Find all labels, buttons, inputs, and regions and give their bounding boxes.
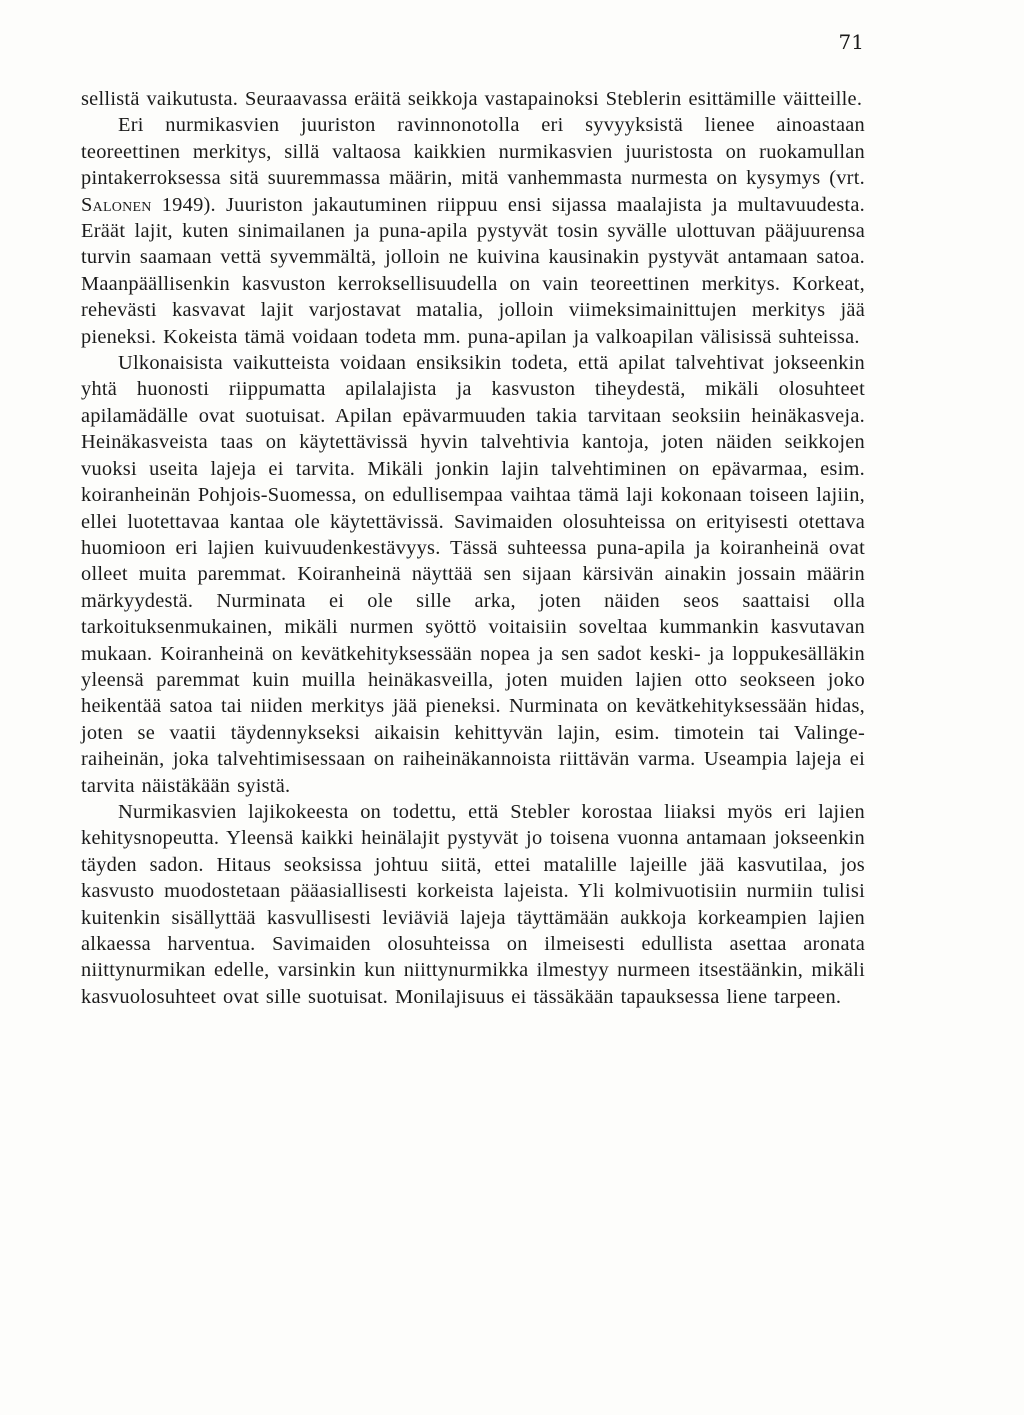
paragraph-text: 1949). Juuriston jakautuminen riippuu ensi sijassa maalajista ja multavuudesta. Eräät lajit, kuten sinimailanen ja puna-apila pystyvät tosin syvälle ulottuvan pääjuurensa turvin saamaan vettä syvemmältä, jolloin ne kuivina kausinakin pystyvät antamaan satoa. Maanpäällisenkin kasvuston kerroksellisuudella on vain teoreettinen merkitys. Korkeat, rehevästi kasvavat lajit varjostavat matalia, jolloin viimeksimainittujen merkitys jää pieneksi. Kokeista tämä voidaan todeta mm. puna-apilan ja valkoapilan välisissä suhteissa. bbox=[81, 193, 865, 348]
paragraph-continuation: sellistä vaikutusta. Seuraavassa eräitä seikkoja vastapainoksi Steblerin esittämille väitteille. bbox=[81, 88, 863, 110]
citation-author: Salonen bbox=[81, 193, 152, 216]
paragraph-root-distribution bbox=[81, 112, 865, 350]
body-text bbox=[81, 86, 865, 1010]
paragraph-species-trial: Nurmikasvien lajikokeesta on todettu, että Stebler korostaa liiaksi myös eri lajien kehitysnopeutta. Yleensä kaikki heinälajit pystyvät jo toisena vuonna antamaan jokseenkin täyden sadon. Hitaus seoksissa johtuu siitä, ettei matalille lajeille jää kasvutilaa, jos kasvusto muodostetaan pääasiallisesti korkeista lajeista. Yli kolmivuotisiin nurmiin tulisi kuitenkin sisällyttää kasvullisesti leviäviä lajeja täyttämään aukkoja korkeampien lajien alkaessa harventua. Savimaiden olosuhteissa on ilmeisesti edullista asettaa aronata niittynurmikan edelle, varsinkin kun niittynurmikka ilmestyy nurmeen itsestäänkin, mikäli kasvuolosuhteet ovat sille suotuisat. Monilajisuus ei tässäkään tapauksessa liene tarpeen. bbox=[81, 800, 865, 1008]
page-number: 71 bbox=[838, 30, 864, 54]
paragraph-text: Eri nurmikasvien juuriston ravinnonotolla eri syvyyksistä lienee ainoastaan teoreettinen merkitys, sillä valtaosa kaikkien nurmikasvien juuristosta on ruokamullan pintakerroksessa sitä suuremmassa määrin, mitä vanhemmasta nurmesta on kysymys (vrt. bbox=[81, 114, 865, 190]
paragraph-external-factors: Ulkonaisista vaikutteista voidaan ensiksikin todeta, että apilat talvehtivat jokseenkin yhtä huonosti riippumatta apilalajista ja kasvuston tiheydestä, mikäli olosuhteet apilamädälle ovat suotuisat. Apilan epävarmuuden takia tarvitaan seoksiin heinäkasveja. Heinäkasveista taas on käytettävissä hyvin talvehtivia kantoja, joten näiden seikkojen vuoksi useita lajeja ei tarvita. Mikäli jonkin lajin talvehtiminen on epävarmaa, esim. koiranheinän Pohjois-Suomessa, on edullisempaa vaihtaa tämä laji kokonaan toiseen lajiin, ellei luotettavaa kantaa ole käytettävissä. Savimaiden olosuhteissa on erityisesti otettava huomioon eri lajien kuivuudenkestävyys. Tässä suhteessa puna-apila ja koiranheinä ovat olleet muita paremmat. Koiranheinä näyttää sen sijaan kärsivän ainakin jossain määrin märkyydestä. Nurminata ei ole sille arka, joten näiden seos saattaisi olla tarkoituksenmukainen, mikäli nurmen syöttö voitaisiin soveltaa kummankin kasvutavan mukaan. Koiranheinä on kevätkehityksessään nopea ja sen sadot keski- ja loppukesälläkin yleensä paremmat kuin muilla heinäkasveilla, joten muiden lajien otto seokseen joko heikentää satoa tai niiden merkitys jää pieneksi. Nurminata on kevätkehityksessään hidas, joten se vaatii täydennykseksi aikaisin kehittyvän lajin, esim. timotein tai Valinge-raiheinän, joka talvehtimisessaan on raiheinäkannoista riittävän varma. Useampia lajeja ei tarvita näistäkään syistä. bbox=[81, 352, 865, 797]
